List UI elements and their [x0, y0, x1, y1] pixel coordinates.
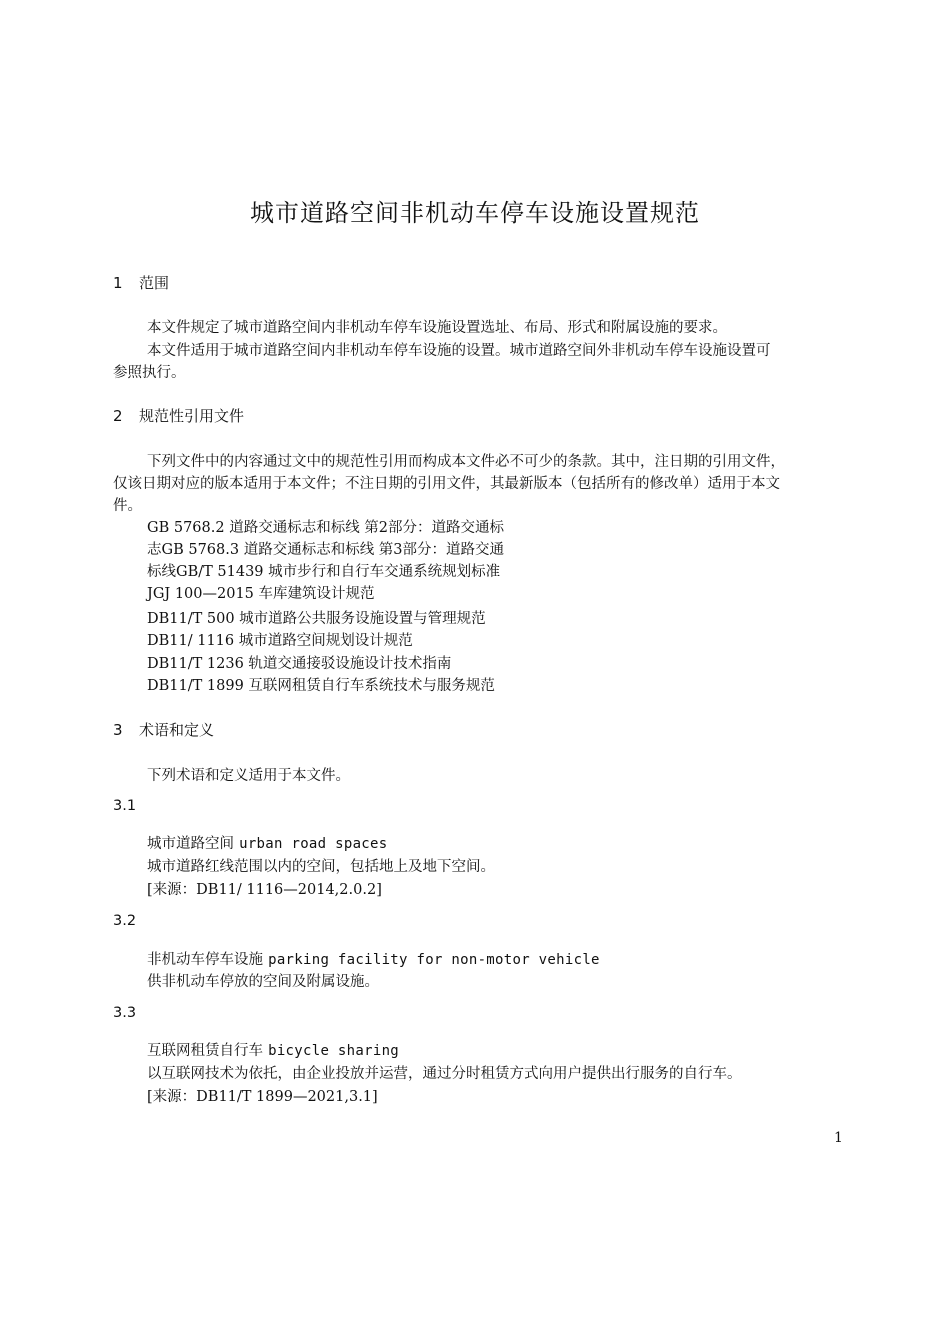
term-entry: [147, 832, 387, 853]
section-number: 1: [113, 274, 123, 292]
term-entry: [147, 1039, 399, 1060]
term-zh: 非机动车停车设施: [147, 952, 263, 968]
term-en: urban road spaces: [239, 836, 388, 852]
reference-item: DB11/T 1899 互联网租赁自行车系统技术与服务规范: [147, 678, 495, 694]
page-number: 1: [834, 1130, 843, 1146]
section-1-heading: [113, 272, 169, 293]
reference-item: GB 5768.2 道路交通标志和标线 第2部分：道路交通标: [147, 520, 505, 536]
reference-item: 标线GB/T 51439 城市步行和自行车交通系统规划标准: [147, 564, 501, 580]
reference-item: DB11/ 1116 城市道路空间规划设计规范: [147, 633, 413, 649]
paragraph: 本文件适用于城市道路空间内非机动车停车设施的设置。城市道路空间外非机动车停车设施设置可: [147, 343, 771, 359]
paragraph: 下列文件中的内容通过文中的规范性引用而构成本文件必不可少的条款。其中，注日期的引用文件，: [147, 454, 785, 470]
clause-number: 3.2: [113, 913, 137, 929]
clause-number: 3.1: [113, 798, 137, 814]
paragraph: 仅该日期对应的版本适用于本文件；不注日期的引用文件，其最新版本（包括所有的修改单）适用于本文: [113, 476, 780, 492]
section-3-heading: [113, 719, 214, 740]
paragraph: 本文件规定了城市道路空间内非机动车停车设施设置选址、布局、形式和附属设施的要求。: [147, 320, 727, 336]
section-title: 术语和定义: [139, 721, 215, 739]
section-title: 范围: [139, 274, 170, 292]
term-entry: [147, 948, 600, 969]
term-definition: 以互联网技术为依托，由企业投放并运营，通过分时租赁方式向用户提供出行服务的自行车。: [147, 1066, 742, 1082]
term-definition: 供非机动车停放的空间及附属设施。: [147, 974, 379, 990]
section-title: 规范性引用文件: [139, 407, 245, 425]
term-definition: 城市道路红线范围以内的空间，包括地上及地下空间。: [147, 859, 495, 875]
reference-item: JGJ 100—2015 车库建筑设计规范: [147, 586, 375, 602]
term-en: parking facility for non-motor vehicle: [268, 952, 600, 968]
term-source: [来源：DB11/T 1899—2021,3.1]: [147, 1089, 378, 1105]
section-2-heading: [113, 405, 244, 426]
paragraph: 参照执行。: [113, 365, 186, 381]
reference-item: 志GB 5768.3 道路交通标志和标线 第3部分：道路交通: [147, 542, 505, 558]
term-en: bicycle sharing: [268, 1043, 400, 1059]
section-number: 2: [113, 407, 123, 425]
document-title: 城市道路空间非机动车停车设施设置规范: [250, 199, 700, 227]
reference-item: DB11/T 1236 轨道交通接驳设施设计技术指南: [147, 656, 452, 672]
section-number: 3: [113, 721, 123, 739]
term-zh: 互联网租赁自行车: [147, 1043, 263, 1059]
paragraph: 件。: [113, 498, 142, 514]
clause-number: 3.3: [113, 1005, 137, 1021]
reference-item: DB11/T 500 城市道路公共服务设施设置与管理规范: [147, 611, 486, 627]
paragraph: 下列术语和定义适用于本文件。: [147, 768, 350, 784]
term-zh: 城市道路空间: [147, 836, 234, 852]
term-source: [来源：DB11/ 1116—2014,2.0.2]: [147, 882, 382, 898]
